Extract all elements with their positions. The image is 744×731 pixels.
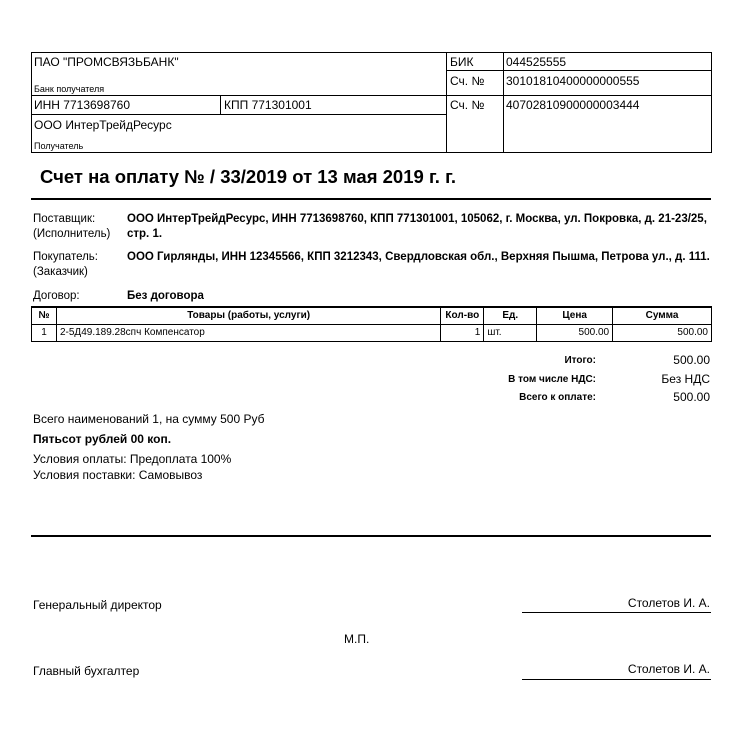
recipient-name: ООО ИнтерТрейдРесурс xyxy=(34,118,172,132)
accountant-name: Столетов И. А. xyxy=(627,662,710,676)
bank-caption: Банк получателя xyxy=(34,84,105,94)
recipient-caption: Получатель xyxy=(34,141,84,151)
inn-value: ИНН 7713698760 xyxy=(34,98,131,112)
bank-name: ПАО "ПРОМСВЯЗЬБАНК" xyxy=(34,55,179,69)
title-rule xyxy=(31,198,711,200)
account-value: 40702810900000003444 xyxy=(506,98,640,112)
col-header-sum: Сумма xyxy=(613,307,712,325)
bank-details-box xyxy=(31,52,712,153)
accountant-label: Главный бухгалтер xyxy=(33,664,140,678)
bank-box-rule xyxy=(32,95,712,96)
total-label: Итого: xyxy=(564,355,596,366)
stamp-placeholder: М.П. xyxy=(344,632,370,646)
vat-label: В том числе НДС: xyxy=(508,374,596,385)
col-header-price: Цена xyxy=(537,307,613,325)
bank-box-divider xyxy=(446,53,447,152)
buyer-label-line2: (Заказчик) xyxy=(33,266,88,278)
bank-box-divider xyxy=(503,53,504,152)
bik-value: 044525555 xyxy=(506,55,567,69)
signature-section-rule xyxy=(31,535,711,537)
account-label: Сч. № xyxy=(450,98,485,112)
director-signature-line xyxy=(522,612,711,613)
col-header-goods: Товары (работы, услуги) xyxy=(56,307,440,325)
bank-box-divider xyxy=(220,95,221,114)
col-header-num: № xyxy=(32,307,57,325)
bank-box-rule xyxy=(446,70,503,71)
row-goods: 2-5Д49.189.28спч Компенсатор xyxy=(56,325,440,342)
corr-account-label: Сч. № xyxy=(450,74,485,88)
buyer-label xyxy=(33,250,98,280)
contract-value: Без договора xyxy=(127,290,204,302)
col-header-unit: Ед. xyxy=(484,307,537,325)
accountant-signature-line xyxy=(522,679,711,680)
supplier-label-line2: (Исполнитель) xyxy=(33,228,111,240)
total-value: 500.00 xyxy=(673,353,710,367)
amount-in-words: Пятьсот рублей 00 коп. xyxy=(33,432,172,446)
supplier-value: ООО ИнтерТрейдРесурс, ИНН 7713698760, КПП 771301001, 105062, г. Москва, ул. Покровка, д. 21-23/25, стр. 1. xyxy=(127,213,707,240)
payment-terms: Условия оплаты: Предоплата 100% xyxy=(33,452,232,466)
row-num: 1 xyxy=(32,325,57,342)
contract-label: Договор: xyxy=(33,290,80,302)
delivery-terms: Условия поставки: Самовывоз xyxy=(33,468,203,482)
bik-label: БИК xyxy=(450,55,474,69)
table-header-row xyxy=(32,307,712,325)
bank-box-rule xyxy=(32,114,446,115)
row-qty: 1 xyxy=(441,325,484,342)
invoice-title: Счет на оплату № / 33/2019 от 13 мая 2019 г. г. xyxy=(40,166,457,187)
row-price: 500.00 xyxy=(537,325,613,342)
kpp-value: КПП 771301001 xyxy=(224,98,312,112)
pay-total-value: 500.00 xyxy=(673,390,710,404)
buyer-label-line1: Покупатель: xyxy=(33,251,98,263)
supplier-label-line1: Поставщик: xyxy=(33,213,96,225)
items-count-text: Всего наименований 1, на сумму 500 Руб xyxy=(33,412,265,426)
pay-total-label: Всего к оплате: xyxy=(519,392,596,403)
corr-account-value: 30101810400000000555 xyxy=(506,74,640,88)
director-name: Столетов И. А. xyxy=(627,596,710,610)
bank-box-rule xyxy=(503,70,712,71)
row-unit: шт. xyxy=(484,325,537,342)
supplier-label xyxy=(33,212,110,242)
col-header-qty: Кол-во xyxy=(441,307,484,325)
items-table xyxy=(31,306,712,342)
director-label: Генеральный директор xyxy=(33,598,162,612)
buyer-value: ООО Гирлянды, ИНН 12345566, КПП 3212343, Свердловская обл., Верхняя Пышма, Петрова ул., д. 111. xyxy=(127,251,710,263)
table-row xyxy=(32,325,712,342)
vat-value: Без НДС xyxy=(661,372,710,386)
row-sum: 500.00 xyxy=(613,325,712,342)
